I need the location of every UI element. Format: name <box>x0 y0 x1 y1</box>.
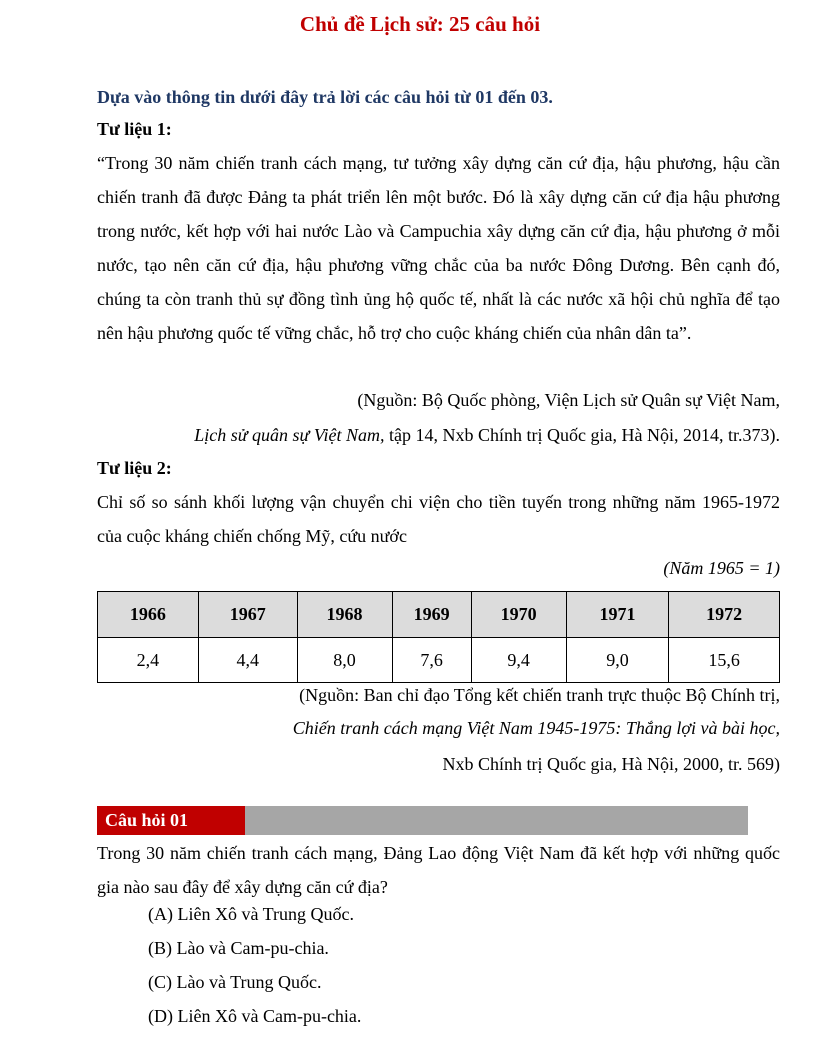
option-b[interactable]: (B) Lào và Cam-pu-chia. <box>148 938 329 958</box>
question-header-bar <box>97 806 748 835</box>
table-value-cell: 8,0 <box>297 638 392 683</box>
source2-text: Chỉ số so sánh khối lượng vận chuyển chi viện cho tiền tuyến trong những năm 1965-1972 của cuộc kháng chiến chống Mỹ, cứu nước <box>97 492 780 546</box>
table-value-cell: 15,6 <box>669 638 780 683</box>
question-text: Trong 30 năm chiến tranh cách mạng, Đảng Lao động Việt Nam đã kết hợp với những quốc gia nào sau đây để xây dựng căn cứ địa? <box>97 843 780 897</box>
source2-label: Tư liệu 2: <box>97 458 172 478</box>
table-header-cell: 1971 <box>566 592 669 638</box>
source2-citation-line1: (Nguồn: Ban chỉ đạo Tổng kết chiến tranh trực thuộc Bộ Chính trị, <box>299 685 780 705</box>
source2-citation-line3: Nxb Chính trị Quốc gia, Hà Nội, 2000, tr. 569) <box>442 754 780 774</box>
base-year-note: (Năm 1965 = 1) <box>663 558 780 578</box>
source1-citation-line2 <box>194 425 780 446</box>
question-label: Câu hỏi 01 <box>97 806 245 835</box>
source1-citation-rest: tập 14, Nxb Chính trị Quốc gia, Hà Nội, 2014, tr.373). <box>384 425 780 445</box>
table-row <box>98 638 780 683</box>
table-header-cell: 1967 <box>198 592 297 638</box>
table-value-cell: 9,0 <box>566 638 669 683</box>
intro-instruction: Dựa vào thông tin dưới đây trả lời các câu hỏi từ 01 đến 03. <box>97 87 553 107</box>
table-value-cell: 9,4 <box>471 638 566 683</box>
source2-citation-line2: Chiến tranh cách mạng Việt Nam 1945-1975: Thắng lợi và bài học, <box>292 718 780 738</box>
table-header-cell: 1968 <box>297 592 392 638</box>
option-d[interactable]: (D) Liên Xô và Cam-pu-chia. <box>148 1006 362 1026</box>
source1-label: Tư liệu 1: <box>97 119 172 139</box>
transport-index-table <box>97 591 780 683</box>
table-value-cell: 2,4 <box>98 638 199 683</box>
source1-book-title: Lịch sử quân sự Việt Nam, <box>194 425 385 445</box>
table-header-cell: 1969 <box>392 592 471 638</box>
table-header-cell: 1970 <box>471 592 566 638</box>
table-header-cell: 1966 <box>98 592 199 638</box>
table-header-cell: 1972 <box>669 592 780 638</box>
answer-options <box>148 897 361 1033</box>
source1-text: “Trong 30 năm chiến tranh cách mạng, tư tưởng xây dựng căn cứ địa, hậu phương, hậu cần chiến tranh đã được Đảng ta phát triển lên một bước. Đó là xây dựng căn cứ địa hậu phương trong nước, kết hợp với hai nước Lào và Campuchia xây dựng căn cứ địa, hậu phương ở mỗi nước, tạo nên căn cứ địa, hậu phương vững chắc của ba nước Đông Dương. Bên cạnh đó, chúng ta còn tranh thủ sự đồng tình ủng hộ quốc tế, nhất là các nước xã hội chủ nghĩa để tạo nên hậu phương quốc tế vững chắc, hỗ trợ cho cuộc kháng chiến của nhân dân ta”. <box>97 153 780 343</box>
option-c[interactable]: (C) Lào và Trung Quốc. <box>148 972 322 992</box>
option-a[interactable]: (A) Liên Xô và Trung Quốc. <box>148 904 354 924</box>
page-title: Chủ đề Lịch sử: 25 câu hỏi <box>299 12 541 36</box>
table-value-cell: 4,4 <box>198 638 297 683</box>
table-header-row <box>98 592 780 638</box>
source1-citation-line1: (Nguồn: Bộ Quốc phòng, Viện Lịch sử Quân sự Việt Nam, <box>357 390 780 410</box>
table-value-cell: 7,6 <box>392 638 471 683</box>
